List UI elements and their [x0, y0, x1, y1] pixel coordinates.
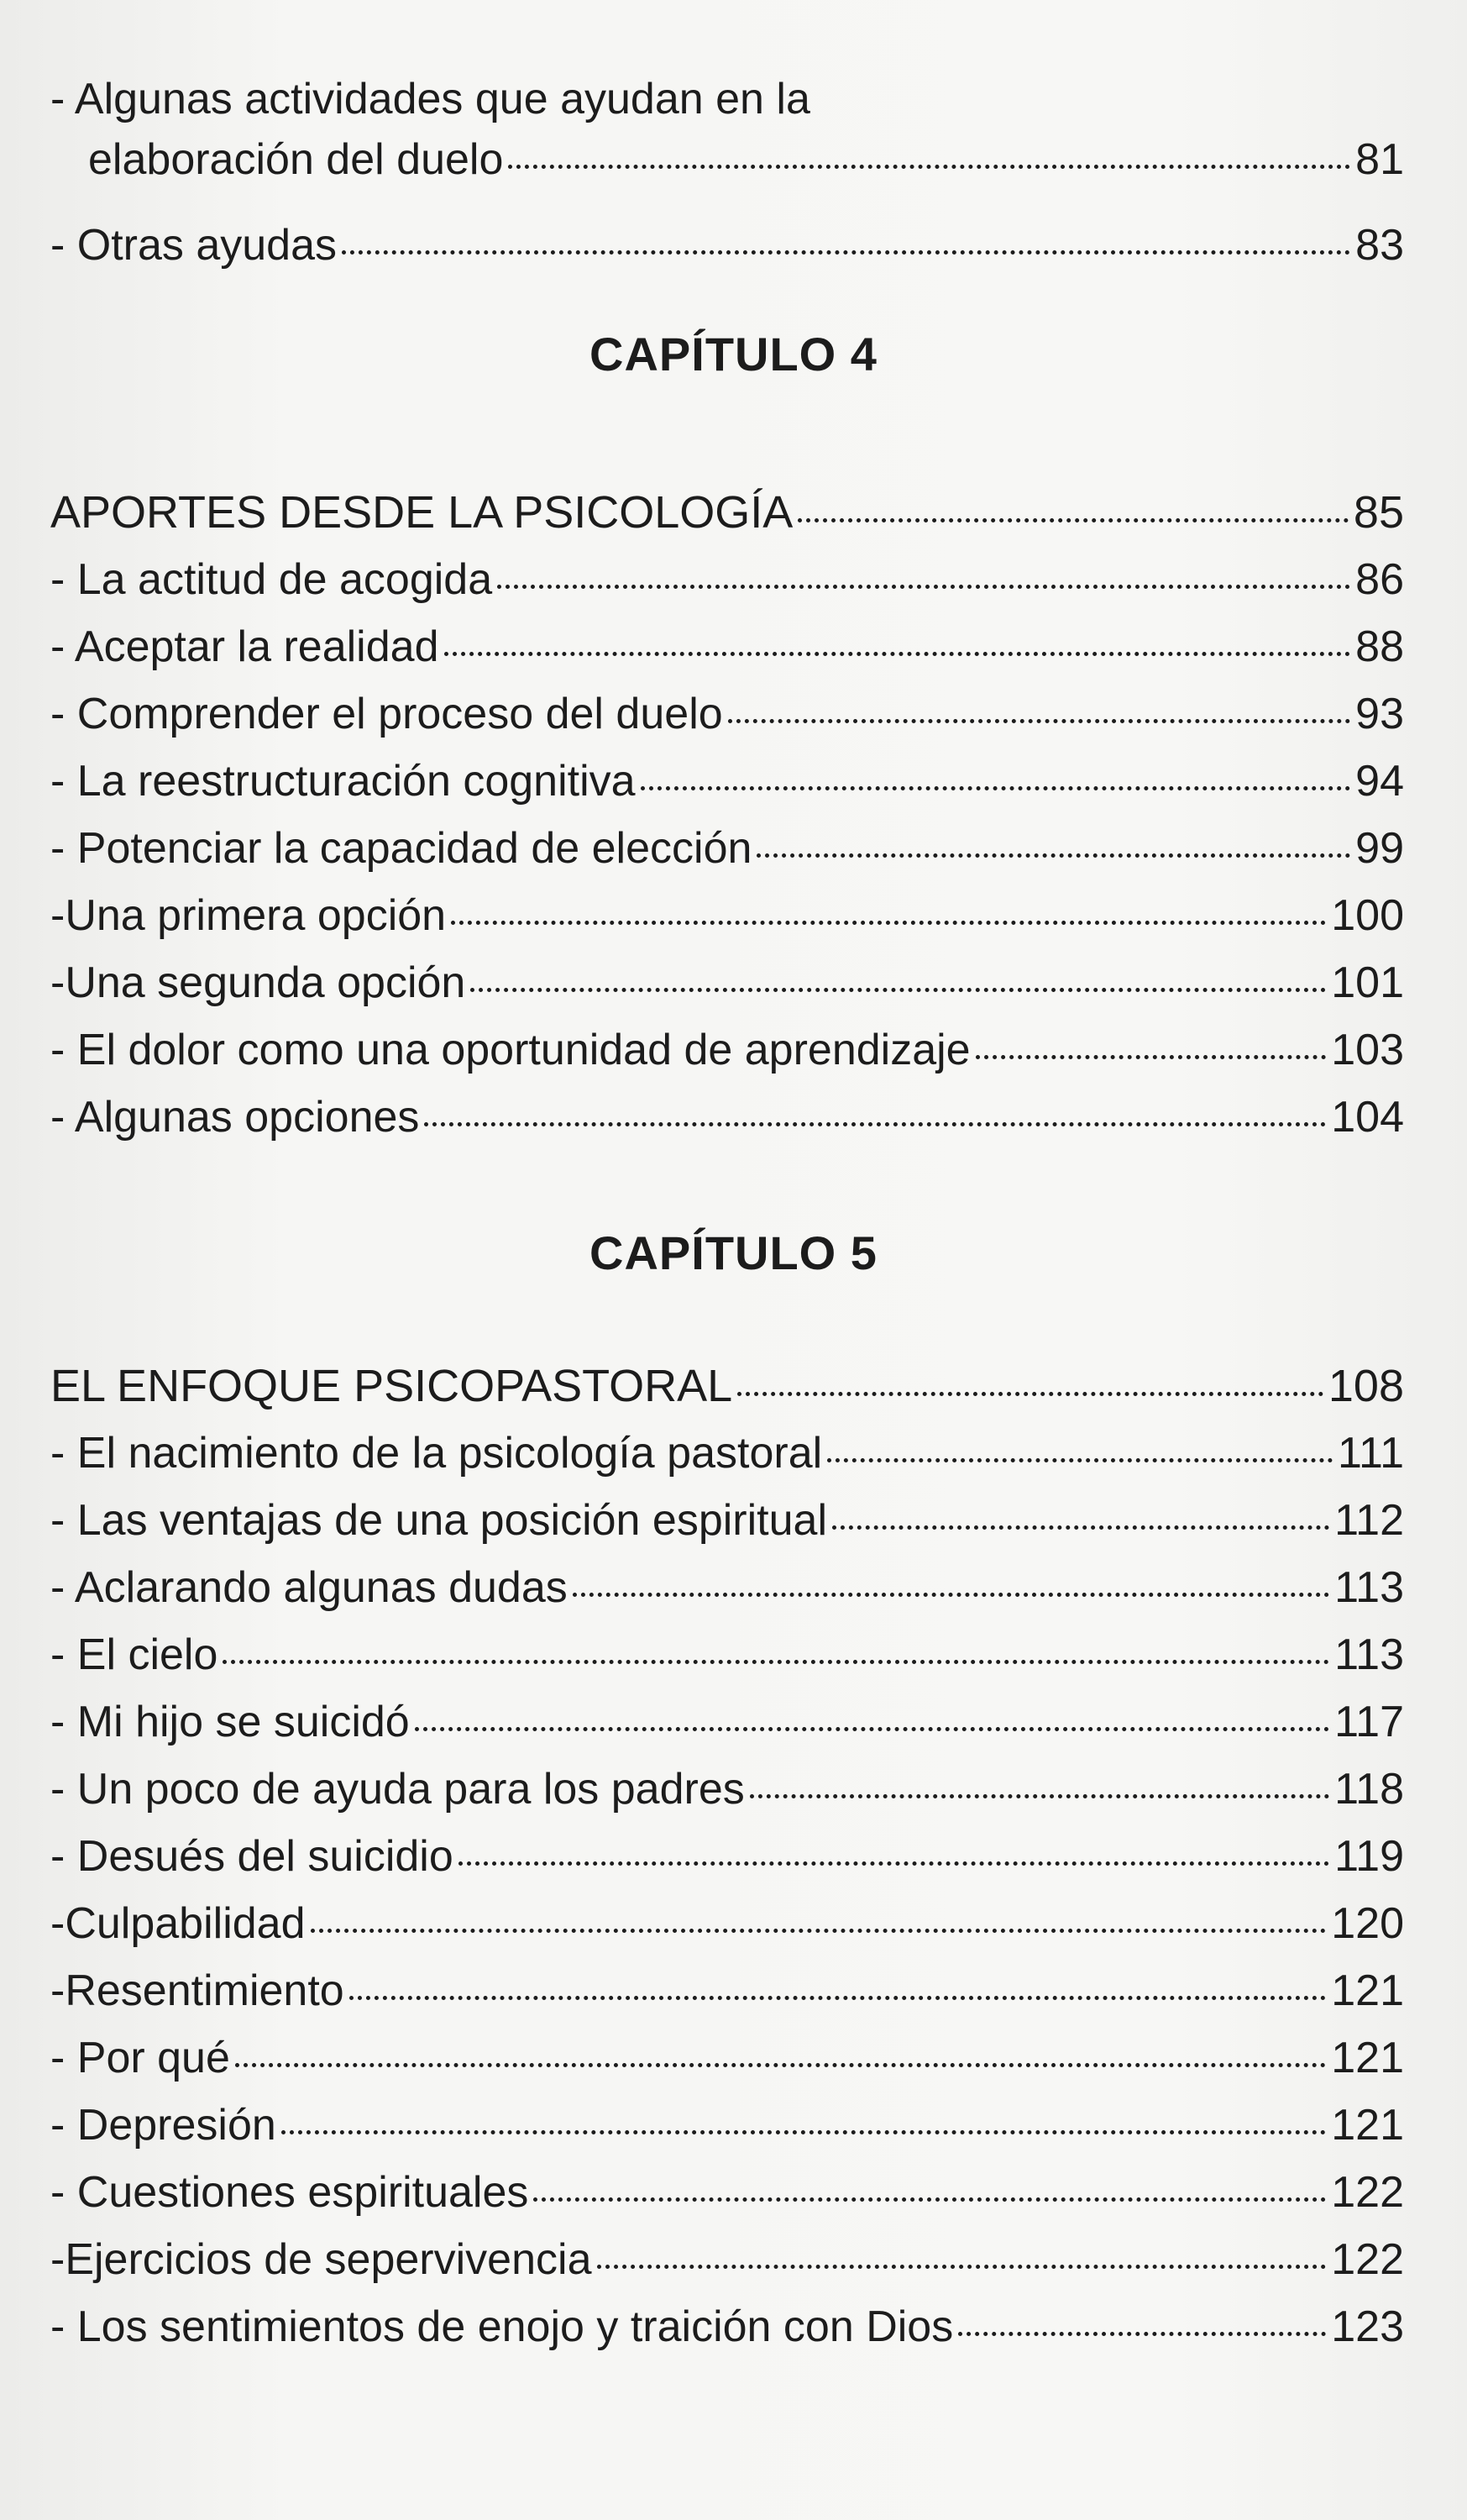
toc-entry-page: 88 [1355, 622, 1404, 671]
dot-leader [827, 1458, 1333, 1462]
toc-entry-page: 83 [1355, 221, 1404, 270]
dot-leader [311, 1929, 1327, 1933]
toc-entry-label: -Una primera opción [50, 891, 447, 940]
toc-entry-page: 113 [1334, 1563, 1404, 1612]
toc-entry-label: - Otras ayudas [50, 221, 338, 270]
toc-entry-page: 123 [1331, 2302, 1404, 2351]
dot-leader [508, 165, 1350, 169]
toc-entry-page: 93 [1355, 690, 1404, 738]
toc-section-heading[interactable] [50, 487, 1404, 538]
dot-leader [958, 2332, 1326, 2336]
toc-entry[interactable] [50, 622, 1404, 672]
toc-entry-label: - Mi hijo se suicidó [50, 1698, 410, 1746]
dot-leader [342, 250, 1350, 255]
toc-entry[interactable] [50, 2167, 1404, 2218]
toc-entry[interactable] [88, 134, 1404, 185]
chapter-title: CAPÍTULO 5 [589, 1226, 878, 1279]
toc-entry-label: - La reestructuración cognitiva [50, 757, 636, 806]
dot-leader [415, 1727, 1329, 1731]
toc-entry-page: 104 [1331, 1093, 1404, 1142]
toc-entry-page: 113 [1334, 1630, 1404, 1679]
toc-entry[interactable] [50, 1562, 1404, 1613]
dot-leader [223, 1660, 1329, 1664]
toc-entry-page: 81 [1355, 135, 1404, 184]
toc-entry-page: 121 [1331, 2101, 1404, 2150]
dot-leader [573, 1593, 1329, 1597]
toc-entry[interactable] [50, 1898, 1404, 1949]
toc-entry-label: - Los sentimientos de enojo y traición con Dios [50, 2302, 954, 2351]
dot-leader [470, 988, 1326, 992]
toc-entry-label: - Comprender el proceso del duelo [50, 690, 723, 738]
toc-entry-page: 108 [1328, 1361, 1404, 1411]
dot-leader [757, 853, 1350, 858]
dot-leader [737, 1392, 1323, 1396]
toc-entry[interactable] [50, 1697, 1404, 1747]
toc-entry-text-line: - Algunas actividades que ayudan en la [50, 75, 810, 123]
toc-entry[interactable] [50, 2302, 1404, 2352]
toc-entry[interactable] [50, 1764, 1404, 1814]
toc-entry-label: APORTES DESDE LA PSICOLOGÍA [50, 487, 794, 538]
toc-entry-page: 122 [1331, 2235, 1404, 2284]
toc-entry-page: 86 [1355, 555, 1404, 604]
toc-entry[interactable] [50, 1495, 1404, 1546]
toc-entry-label: -Una segunda opción [50, 958, 466, 1007]
toc-entry-label: -Culpabilidad [50, 1899, 306, 1948]
toc-entry-page: 101 [1331, 958, 1404, 1007]
toc-entry[interactable] [50, 554, 1404, 605]
dot-leader [349, 1996, 1327, 2000]
dot-leader [451, 921, 1326, 925]
toc-entry[interactable] [50, 2234, 1404, 2285]
toc-entry[interactable] [50, 823, 1404, 874]
dot-leader [533, 2197, 1326, 2202]
dot-leader [832, 1525, 1329, 1530]
dot-leader [641, 786, 1351, 790]
toc-entry-page: 85 [1353, 487, 1404, 538]
toc-entry-label: -Ejercicios de sepervivencia [50, 2235, 592, 2284]
toc-entry-label: - Depresión [50, 2101, 276, 2150]
toc-entry[interactable] [50, 689, 1404, 739]
dot-leader [597, 2265, 1327, 2269]
toc-entry-label: - Aceptar la realidad [50, 622, 439, 671]
toc-entry[interactable] [50, 1092, 1404, 1142]
dot-leader [798, 518, 1349, 522]
toc-section-heading[interactable] [50, 1361, 1404, 1411]
chapter-title: CAPÍTULO 4 [589, 328, 878, 381]
dot-leader [750, 1794, 1329, 1798]
dot-leader [424, 1122, 1326, 1126]
toc-entry-page: 99 [1355, 824, 1404, 873]
toc-entry-page: 112 [1334, 1496, 1404, 1545]
toc-entry-label: -Resentimiento [50, 1966, 344, 2015]
toc-entry-page: 121 [1331, 1966, 1404, 2015]
dot-leader [458, 1861, 1329, 1866]
toc-entry[interactable] [50, 1025, 1404, 1075]
toc-entry-page: 118 [1334, 1765, 1404, 1814]
toc-entry-label: - Las ventajas de una posición espiritual [50, 1496, 828, 1545]
toc-entry-page: 122 [1331, 2168, 1404, 2217]
toc-entry[interactable] [50, 1966, 1404, 2016]
dot-leader [976, 1055, 1327, 1059]
toc-entry-page: 119 [1334, 1832, 1404, 1881]
toc-entry[interactable] [50, 890, 1404, 941]
toc-entry-page: 100 [1331, 891, 1404, 940]
dot-leader [497, 585, 1350, 589]
toc-entry-label: - Potenciar la capacidad de elección [50, 824, 752, 873]
toc-entry-label: - El dolor como una oportunidad de aprendizaje [50, 1026, 971, 1074]
toc-entry[interactable] [50, 2033, 1404, 2083]
toc-entry-label: - Algunas opciones [50, 1093, 420, 1142]
toc-entry[interactable] [50, 220, 1404, 270]
dot-leader [728, 719, 1350, 723]
toc-entry-label: - Cuestiones espirituales [50, 2168, 529, 2217]
dot-leader [444, 652, 1351, 656]
toc-entry-page: 121 [1331, 2034, 1404, 2082]
toc-entry-label: - Un poco de ayuda para los padres [50, 1765, 745, 1814]
toc-entry[interactable] [50, 1831, 1404, 1882]
dot-leader [281, 2130, 1326, 2134]
toc-entry-label: - La actitud de acogida [50, 555, 493, 604]
toc-entry-page: 120 [1331, 1899, 1404, 1948]
toc-entry-label: EL ENFOQUE PSICOPASTORAL [50, 1361, 733, 1411]
toc-entry-label: - Por qué [50, 2034, 230, 2082]
toc-entry[interactable] [50, 1428, 1404, 1478]
toc-entry-label: - Aclarando algunas dudas [50, 1563, 568, 1612]
toc-entry-page: 117 [1334, 1698, 1404, 1746]
dot-leader [235, 2063, 1326, 2067]
toc-entry-label: - El nacimiento de la psicología pastoral [50, 1429, 823, 1478]
toc-entry[interactable] [50, 2100, 1404, 2150]
toc-entry-page: 94 [1355, 757, 1404, 806]
toc-entry[interactable] [50, 756, 1404, 806]
toc-entry[interactable] [50, 958, 1404, 1008]
toc-entry[interactable] [50, 1630, 1404, 1680]
toc-entry-label: elaboración del duelo [88, 135, 504, 184]
toc-entry-page: 103 [1331, 1026, 1404, 1074]
toc-entry-label: - El cielo [50, 1630, 218, 1679]
toc-entry-page: 111 [1337, 1429, 1404, 1478]
toc-entry-label: - Desués del suicidio [50, 1832, 453, 1881]
